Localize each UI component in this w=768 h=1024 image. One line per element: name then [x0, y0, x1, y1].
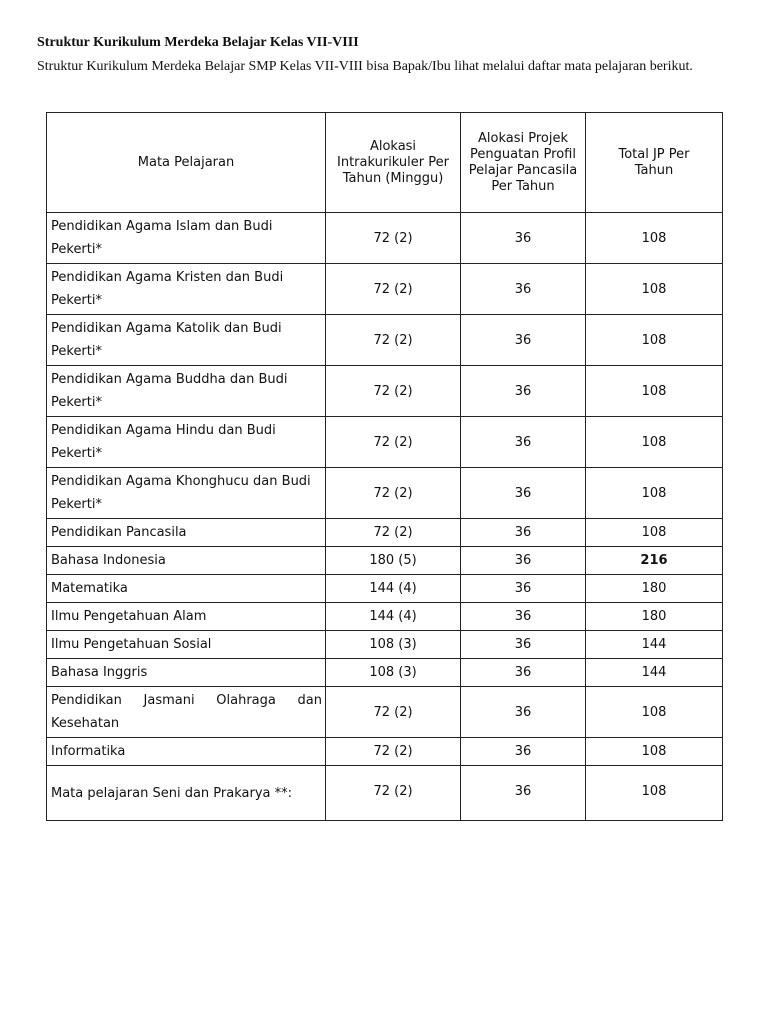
table-header [47, 113, 723, 213]
projek-cell: 36 [461, 315, 586, 366]
total-cell: 108 [586, 519, 723, 547]
header-projek: Alokasi Projek Penguatan Profil Pelajar Pancasila Per Tahun [461, 113, 586, 213]
projek-cell: 36 [461, 659, 586, 687]
table-row [47, 631, 723, 659]
header-row [47, 113, 723, 213]
intrakurikuler-cell: 72 (2) [326, 264, 461, 315]
subject-cell: Matematika [47, 575, 326, 603]
total-cell: 108 [586, 264, 723, 315]
intrakurikuler-cell: 72 (2) [326, 687, 461, 738]
intrakurikuler-cell: 108 (3) [326, 631, 461, 659]
table-row [47, 417, 723, 468]
projek-cell: 36 [461, 213, 586, 264]
intrakurikuler-cell: 72 (2) [326, 417, 461, 468]
document-intro: Struktur Kurikulum Merdeka Belajar SMP Kelas VII-VIII bisa Bapak/Ibu lihat melalui daftar mata pelajaran berikut. [37, 59, 693, 74]
table-row [47, 766, 723, 821]
subject-cell: Ilmu Pengetahuan Alam [47, 603, 326, 631]
intrakurikuler-cell: 72 (2) [326, 468, 461, 519]
subject-cell: Bahasa Inggris [47, 659, 326, 687]
subject-cell: Pendidikan Agama Kristen dan Budi Pekerti* [47, 264, 326, 315]
total-cell: 108 [586, 738, 723, 766]
total-cell: 180 [586, 603, 723, 631]
projek-cell: 36 [461, 366, 586, 417]
table-row [47, 603, 723, 631]
header-subject: Mata Pelajaran [47, 113, 326, 213]
intrakurikuler-cell: 72 (2) [326, 213, 461, 264]
total-cell: 108 [586, 766, 723, 821]
table-row [47, 659, 723, 687]
total-cell: 180 [586, 575, 723, 603]
projek-cell: 36 [461, 468, 586, 519]
header-intrakurikuler: Alokasi Intrakurikuler Per Tahun (Minggu) [326, 113, 461, 213]
subject-cell: Ilmu Pengetahuan Sosial [47, 631, 326, 659]
projek-cell: 36 [461, 631, 586, 659]
subject-cell: Informatika [47, 738, 326, 766]
total-cell: 216 [586, 547, 723, 575]
total-cell: 108 [586, 687, 723, 738]
intrakurikuler-cell: 144 (4) [326, 603, 461, 631]
projek-cell: 36 [461, 766, 586, 821]
intrakurikuler-cell: 72 (2) [326, 366, 461, 417]
table-row [47, 468, 723, 519]
subject-cell: Pendidikan Agama Katolik dan Budi Pekerti* [47, 315, 326, 366]
projek-cell: 36 [461, 519, 586, 547]
table-row [47, 575, 723, 603]
projek-cell: 36 [461, 738, 586, 766]
table-row [47, 213, 723, 264]
total-cell: 144 [586, 659, 723, 687]
total-cell: 108 [586, 213, 723, 264]
total-cell: 144 [586, 631, 723, 659]
document-title: Struktur Kurikulum Merdeka Belajar Kelas VII-VIII [37, 35, 359, 50]
curriculum-table [46, 112, 723, 821]
total-cell: 108 [586, 315, 723, 366]
intrakurikuler-cell: 180 (5) [326, 547, 461, 575]
table-row [47, 738, 723, 766]
header-total: Total JP Per Tahun [586, 113, 723, 213]
intrakurikuler-cell: 72 (2) [326, 766, 461, 821]
table-body [47, 213, 723, 821]
subject-cell: Pendidikan Agama Khonghucu dan Budi Pekerti* [47, 468, 326, 519]
subject-cell: Bahasa Indonesia [47, 547, 326, 575]
total-cell: 108 [586, 468, 723, 519]
intrakurikuler-cell: 72 (2) [326, 738, 461, 766]
projek-cell: 36 [461, 575, 586, 603]
projek-cell: 36 [461, 547, 586, 575]
subject-cell: Pendidikan Agama Hindu dan Budi Pekerti* [47, 417, 326, 468]
table-row [47, 264, 723, 315]
projek-cell: 36 [461, 264, 586, 315]
table-row [47, 315, 723, 366]
intrakurikuler-cell: 72 (2) [326, 519, 461, 547]
subject-cell: Pendidikan Agama Islam dan Budi Pekerti* [47, 213, 326, 264]
intrakurikuler-cell: 72 (2) [326, 315, 461, 366]
projek-cell: 36 [461, 417, 586, 468]
table-row [47, 547, 723, 575]
table-row [47, 687, 723, 738]
intrakurikuler-cell: 108 (3) [326, 659, 461, 687]
intrakurikuler-cell: 144 (4) [326, 575, 461, 603]
subject-cell: Pendidikan Agama Buddha dan Budi Pekerti* [47, 366, 326, 417]
total-cell: 108 [586, 417, 723, 468]
subject-cell: Mata pelajaran Seni dan Prakarya **: [47, 766, 326, 821]
table-row [47, 519, 723, 547]
subject-cell: Pendidikan Jasmani Olahraga dan Kesehatan [47, 687, 326, 738]
subject-cell: Pendidikan Pancasila [47, 519, 326, 547]
projek-cell: 36 [461, 687, 586, 738]
total-cell: 108 [586, 366, 723, 417]
projek-cell: 36 [461, 603, 586, 631]
table-row [47, 366, 723, 417]
